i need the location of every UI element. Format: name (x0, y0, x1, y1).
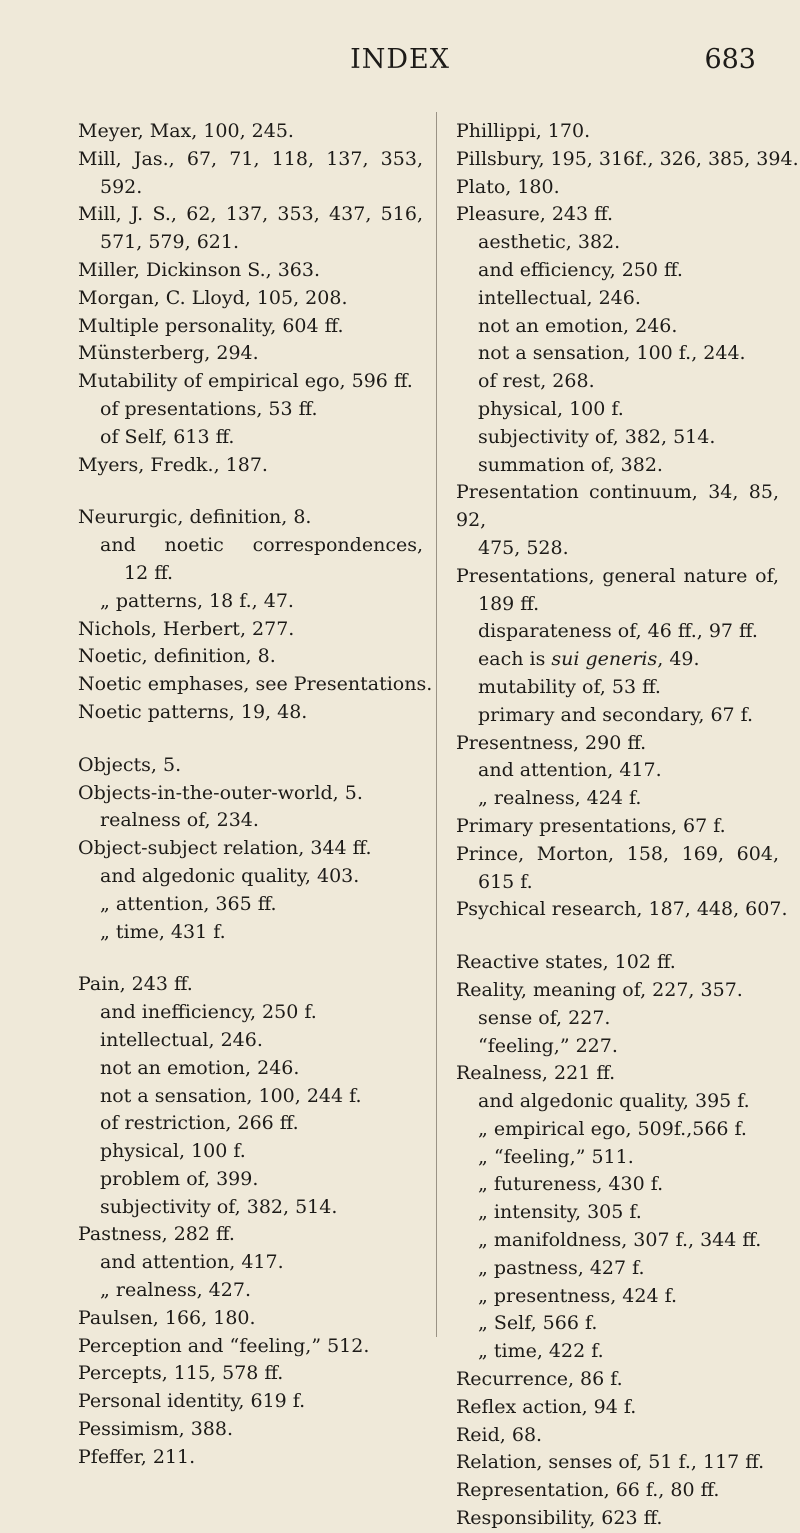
index-subentry: not a sensation, 100 f., 244. (478, 342, 746, 365)
index-entry: Object-subject relation, 344 ff. (78, 837, 372, 860)
index-entry: Presentness, 290 ff. (456, 731, 647, 754)
index-entry: Relation, senses of, 51 f., 117 ff. (456, 1451, 765, 1474)
index-subentry: 189 ff. (478, 592, 540, 615)
index-entry: Mill, J. S., 62, 137, 353, 437, 516, (78, 203, 423, 226)
index-subentry: each is sui generis, 49. (478, 648, 700, 671)
index-subentry: physical, 100 f. (478, 397, 624, 420)
index-subentry: and inefficiency, 250 f. (100, 1001, 317, 1024)
index-subentry: „ time, 431 f. (100, 920, 226, 943)
index-subentry: subjectivity of, 382, 514. (100, 1195, 338, 1218)
index-entry: Pain, 243 ff. (78, 973, 193, 996)
index-column-right (456, 118, 799, 1533)
index-subentry: „ time, 422 f. (478, 1340, 604, 1363)
index-entry: Noetic, definition, 8. (78, 645, 276, 668)
index-subentry: „ realness, 424 f. (478, 787, 642, 810)
index-subentry: and algedonic quality, 395 f. (478, 1090, 750, 1113)
index-entry: Objects-in-the-outer-world, 5. (78, 781, 363, 804)
index-subentry: sense of, 227. (478, 1006, 611, 1029)
index-entry: Reflex action, 94 f. (456, 1395, 637, 1418)
index-subentry: summation of, 382. (478, 453, 663, 476)
index-subentry: mutability of, 53 ff. (478, 675, 661, 698)
index-entry: Münsterberg, 294. (78, 342, 259, 365)
index-entry: Morgan, C. Lloyd, 105, 208. (78, 286, 348, 309)
index-entry: Recurrence, 86 f. (456, 1368, 623, 1391)
index-subentry: aesthetic, 382. (478, 231, 621, 254)
index-entry: Paulsen, 166, 180. (78, 1306, 256, 1329)
index-entry: Psychical research, 187, 448, 607. (456, 898, 788, 921)
index-subentry: 592. (100, 175, 143, 198)
index-subentry: and noetic correspondences, (100, 534, 423, 557)
running-header (0, 44, 800, 84)
index-entry: Mutability of empirical ego, 596 ff. (78, 370, 413, 393)
index-entry: Prince, Morton, 158, 169, 604, (456, 842, 779, 865)
index-subentry: 475, 528. (478, 536, 569, 559)
index-subentry: disparateness of, 46 ff., 97 ff. (478, 620, 758, 643)
index-entry: Perception and “feeling,” 512. (78, 1334, 370, 1357)
index-entry: Mill, Jas., 67, 71, 118, 137, 353, (78, 147, 423, 170)
index-subentry: „ attention, 365 ff. (100, 892, 277, 915)
index-entry: Miller, Dickinson S., 363. (78, 258, 321, 281)
index-column-left (78, 118, 433, 1472)
italic-term: sui generis (551, 648, 658, 671)
index-entry: Reactive states, 102 ff. (456, 951, 676, 974)
index-subentry: realness of, 234. (100, 809, 259, 832)
index-subentry: „ pastness, 427 f. (478, 1256, 645, 1279)
index-entry: Presentations, general nature of, (456, 564, 779, 587)
index-subentry: intellectual, 246. (478, 286, 641, 309)
index-subentry: of presentations, 53 ff. (100, 397, 318, 420)
index-subentry: „ intensity, 305 f. (478, 1201, 642, 1224)
index-subentry: „ patterns, 18 f., 47. (100, 589, 294, 612)
index-entry: Percepts, 115, 578 ff. (78, 1362, 284, 1385)
index-entry: Representation, 66 f., 80 ff. (456, 1479, 720, 1502)
index-entry: Neururgic, definition, 8. (78, 506, 312, 529)
index-subentry: „ “feeling,” 511. (478, 1145, 634, 1168)
page-title: INDEX (350, 44, 450, 75)
index-subentry: 571, 579, 621. (100, 231, 239, 254)
index-entry: Reality, meaning of, 227, 357. (456, 978, 743, 1001)
index-subentry: and algedonic quality, 403. (100, 864, 360, 887)
index-subentry: and attention, 417. (100, 1251, 284, 1274)
index-subentry: subjectivity of, 382, 514. (478, 425, 716, 448)
index-subentry: 615 f. (478, 870, 533, 893)
index-entry: Personal identity, 619 f. (78, 1390, 306, 1413)
index-entry: Primary presentations, 67 f. (456, 814, 726, 837)
index-entry: Myers, Fredk., 187. (78, 453, 268, 476)
index-entry: Pfeffer, 211. (78, 1445, 196, 1468)
index-subentry: of restriction, 266 ff. (100, 1112, 299, 1135)
index-subentry: „ presentness, 424 f. (478, 1284, 677, 1307)
index-subentry: 12 ff. (124, 561, 174, 584)
index-subentry: not an emotion, 246. (478, 314, 678, 337)
index-subentry: problem of, 399. (100, 1167, 259, 1190)
index-entry: Pastness, 282 ff. (78, 1223, 235, 1246)
index-subentry: physical, 100 f. (100, 1140, 246, 1163)
index-section-gap (78, 479, 423, 504)
index-section-gap (456, 924, 779, 949)
index-section-gap (78, 946, 423, 971)
index-subentry: of Self, 613 ff. (100, 425, 235, 448)
index-subentry: not a sensation, 100, 244 f. (100, 1084, 362, 1107)
index-subentry: of rest, 268. (478, 370, 595, 393)
index-subentry: „ futureness, 430 f. (478, 1173, 664, 1196)
column-divider (436, 112, 437, 1337)
index-subentry: and attention, 417. (478, 759, 662, 782)
index-entry: Objects, 5. (78, 753, 182, 776)
index-entry: Multiple personality, 604 ff. (78, 314, 344, 337)
index-entry: Phillippi, 170. (456, 120, 591, 142)
index-subentry: “feeling,” 227. (478, 1034, 618, 1057)
index-subentry: not an emotion, 246. (100, 1056, 300, 1079)
index-entry: Noetic patterns, 19, 48. (78, 700, 308, 723)
index-subentry: primary and secondary, 67 f. (478, 703, 754, 726)
index-entry: Noetic emphases, see Presentations. (78, 673, 433, 696)
index-entry: Plato, 180. (456, 175, 560, 198)
index-entry: Meyer, Max, 100, 245. (78, 120, 294, 142)
index-subentry: „ manifoldness, 307 f., 344 ff. (478, 1229, 762, 1252)
index-subentry: „ realness, 427. (100, 1279, 251, 1302)
index-section-gap (78, 727, 423, 752)
index-subentry: „ Self, 566 f. (478, 1312, 598, 1335)
index-entry: Pleasure, 243 ff. (456, 203, 613, 226)
index-entry: Responsibility, 623 ff. (456, 1507, 663, 1530)
index-subentry: intellectual, 246. (100, 1028, 263, 1051)
index-entry: Realness, 221 ff. (456, 1062, 616, 1085)
index-entry: Reid, 68. (456, 1423, 543, 1446)
page-number: 683 (704, 44, 756, 75)
index-entry: Pillsbury, 195, 316f., 326, 385, 394. (456, 147, 799, 170)
index-entry: Nichols, Herbert, 277. (78, 617, 295, 640)
index-entry: Pessimism, 388. (78, 1418, 233, 1441)
index-subentry: „ empirical ego, 509f.,566 f. (478, 1117, 747, 1140)
index-subentry: and efficiency, 250 ff. (478, 258, 683, 281)
index-entry: Presentation continuum, 34, 85, 92, (456, 481, 779, 532)
